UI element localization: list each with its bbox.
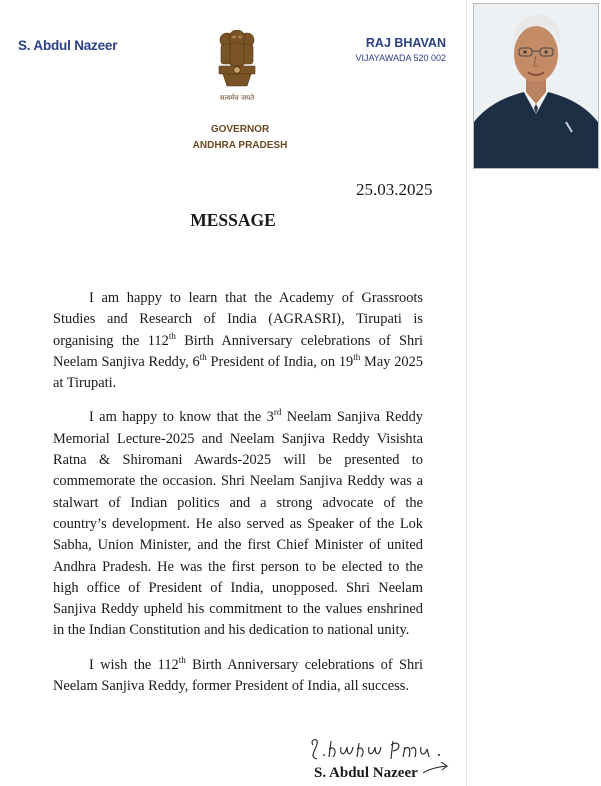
signatory-name: S. Abdul Nazeer	[314, 765, 418, 781]
message-heading: MESSAGE	[190, 210, 276, 230]
office-address: VIJAYAWADA 520 002	[355, 53, 446, 63]
paragraph-2: I am happy to know that the 3rd Neelam Sanjiva Reddy Memorial Lecture-2025 and Neelam Sanjiva Reddy Visishta Ratna & Shiromani Awards-2025 will be presented to commemorate the occasion. Shri Neelam Sanjiva Reddy was a stalwart of Indian politics and a strong advocate of the country’s development. He also served as Speaker of the Lok Sabha, Union Minister, and the first Chief Minister of united Andhra Pradesh. He was the first person to be elected to the high office of President of India, unopposed. Shri Neelam Sanjiva Reddy upheld his commitment to the values enshrined in the Indian Constitution and his dedication to national unity.	[53, 407, 423, 639]
emblem-motto: सत्यमेव जयते	[219, 94, 255, 102]
message-body	[53, 288, 423, 697]
portrait-image	[474, 4, 598, 168]
letter-date: 25.03.2025	[356, 180, 433, 199]
governor-portrait	[473, 3, 599, 169]
paragraph-1: I am happy to learn that the Academy of Grassroots Studies and Research of India (AGRASRI), Tirupati is organising the 112th Birth Anniversary celebrations of Shri Neelam Sanjiva Reddy, 6th President of India, on 19th May 2025 at Tirupati.	[53, 290, 424, 392]
office-name: RAJ BHAVAN	[365, 36, 446, 50]
designation-governor: GOVERNOR	[210, 124, 270, 135]
paragraph-3: I wish the 112th Birth Anniversary celebrations of Shri Neelam Sanjiva Reddy, former President of India, all success.	[53, 654, 423, 695]
designation-state: ANDHRA PRADESH	[192, 140, 288, 151]
state-emblem-icon	[214, 30, 260, 108]
sender-name: S. Abdul Nazeer	[18, 38, 118, 53]
